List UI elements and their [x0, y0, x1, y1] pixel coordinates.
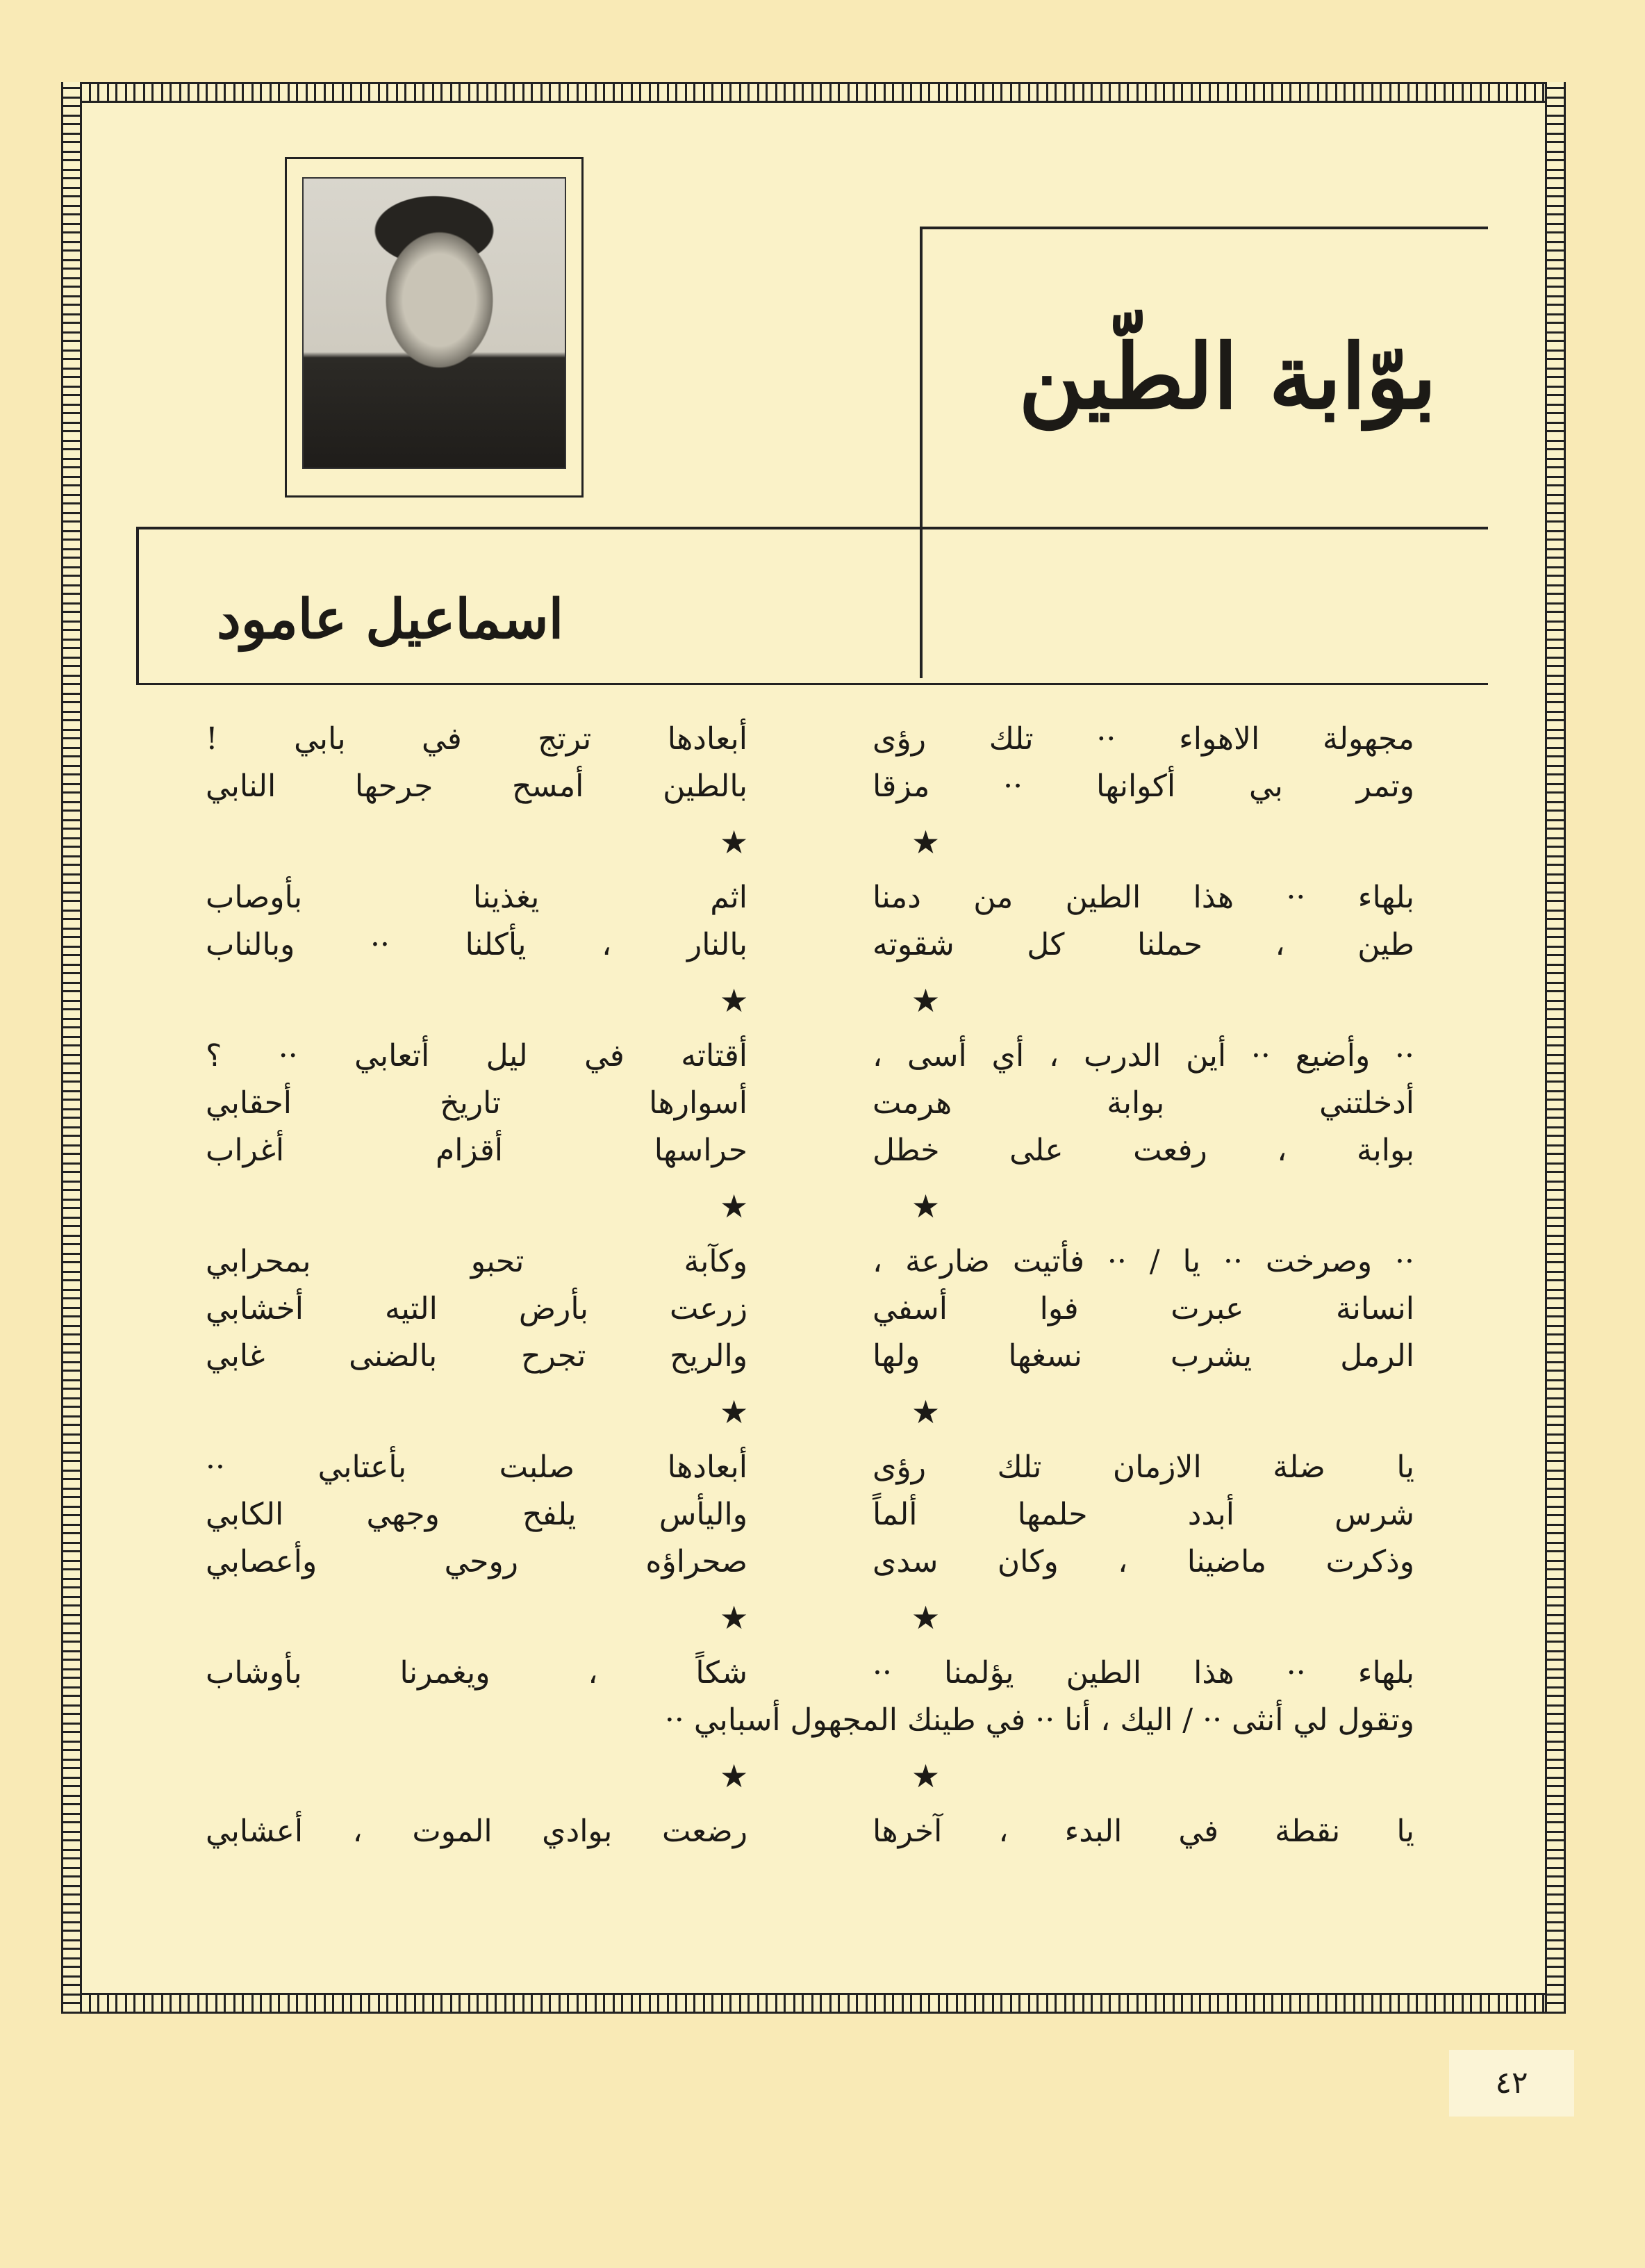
page-number: ٤٢: [1449, 2050, 1574, 2117]
ornamental-border-left: [61, 82, 82, 2014]
verse-line: [206, 1697, 1414, 1744]
verse-line: [206, 874, 1414, 921]
verse-line: [206, 1127, 1414, 1174]
verse-first-hemistich: انسانة عبرت فوا أسفي: [873, 1291, 1414, 1326]
verse-line: [206, 763, 1414, 810]
ornamental-border-top: [61, 82, 1566, 103]
verse-second-hemistich: والريح تجرح بالضنى غابي: [206, 1338, 747, 1374]
verse-first-hemistich: بلهاء ·· هذا الطين من دمنا: [873, 880, 1414, 915]
stanza-separator: ★ ★: [720, 823, 1017, 861]
author-photo-frame: [285, 157, 584, 498]
stanza-separator: ★ ★: [720, 1188, 1017, 1225]
stanza-separator: ★ ★: [720, 1599, 1017, 1636]
verse-first-hemistich: وتقول لي أنثى ·· / اليك ، أنا ·· في طينك المجهول أسبابي ··: [664, 1702, 1414, 1738]
verse-first-hemistich: طين ، حملنا كل شقوته: [873, 927, 1414, 962]
verse-first-hemistich: شرس أبدد حلمها ألماً: [873, 1497, 1414, 1532]
verse-second-hemistich: أسوارها تاريخ أحقابي: [206, 1085, 747, 1121]
ornamental-border-right: [1545, 82, 1566, 2014]
verse-second-hemistich: زرعت بأرض التيه أخشابي: [206, 1291, 747, 1326]
verse-line: [206, 1650, 1414, 1697]
verse-second-hemistich: أبعادها صلبت بأعتابي ··: [206, 1449, 747, 1485]
verse-first-hemistich: بوابة ، رفعت على خطل: [873, 1133, 1414, 1168]
verse-first-hemistich: الرمل يشرب نسغها ولها: [873, 1338, 1414, 1374]
verse-first-hemistich: وتمر بي أكوانها ·· مزقا: [873, 769, 1414, 804]
verse-second-hemistich: رضعت بوادي الموت ، أعشابي: [206, 1814, 747, 1849]
verse-first-hemistich: مجهولة الاهواء ·· تلك رؤى: [873, 721, 1414, 757]
stanza-separator: ★ ★: [720, 1393, 1017, 1431]
verse-second-hemistich: واليأس يلفح وجهي الكابي: [206, 1497, 747, 1532]
verse-line: [206, 1238, 1414, 1285]
verse-line: [206, 716, 1414, 763]
verse-second-hemistich: أقتاته في ليل أتعابي ·· ؟: [206, 1038, 747, 1074]
verse-second-hemistich: وكآبة تحبو بمحرابي: [206, 1244, 747, 1279]
author-portrait-image: [302, 177, 566, 469]
verse-line: [206, 1333, 1414, 1380]
poem-title: بوّابة الطّين: [1018, 325, 1437, 429]
verse-second-hemistich: بالطين أمسح جرحها النابي: [206, 769, 747, 804]
verse-second-hemistich: صحراؤه روحي وأعصابي: [206, 1544, 747, 1579]
verse-line: [206, 1538, 1414, 1586]
verse-first-hemistich: ·· وصرخت ·· يا / ·· فأتيت ضارعة ،: [873, 1244, 1414, 1279]
stanza-separator: ★ ★: [720, 1757, 1017, 1795]
verse-first-hemistich: يا ضلة الازمان تلك رؤى: [873, 1449, 1414, 1485]
verse-first-hemistich: وذكرت ماضينا ، وكان سدى: [873, 1544, 1414, 1579]
verse-second-hemistich: أبعادها ترتج في بابي !: [206, 721, 747, 757]
verse-line: [206, 1033, 1414, 1080]
verse-first-hemistich: ·· وأضيع ·· أين الدرب ، أي أسى ،: [873, 1038, 1414, 1074]
stanza-separator: ★ ★: [720, 982, 1017, 1019]
author-name: اسماعيل عامود: [217, 588, 564, 651]
verse-first-hemistich: يا نقطة في البدء ، آخرها: [873, 1814, 1414, 1849]
verse-line: [206, 1491, 1414, 1538]
verse-line: [206, 1285, 1414, 1333]
verse-second-hemistich: اثم يغذينا بأوصاب: [206, 880, 747, 915]
poem-body: [206, 716, 1414, 1855]
verse-second-hemistich: حراسها أقزام أغراب: [206, 1133, 747, 1168]
verse-first-hemistich: أدخلتني بوابة هرمت: [873, 1085, 1414, 1121]
verse-first-hemistich: بلهاء ·· هذا الطين يؤلمنا ··: [873, 1655, 1414, 1691]
ornamental-border-bottom: [61, 1993, 1566, 2014]
verse-line: [206, 1080, 1414, 1127]
verse-line: [206, 1808, 1414, 1855]
verse-second-hemistich: شكاً ، ويغمرنا بأوشاب: [206, 1655, 747, 1691]
verse-line: [206, 1444, 1414, 1491]
verse-second-hemistich: بالنار ، يأكلنا ·· وبالناب: [206, 927, 747, 962]
verse-line: [206, 921, 1414, 969]
